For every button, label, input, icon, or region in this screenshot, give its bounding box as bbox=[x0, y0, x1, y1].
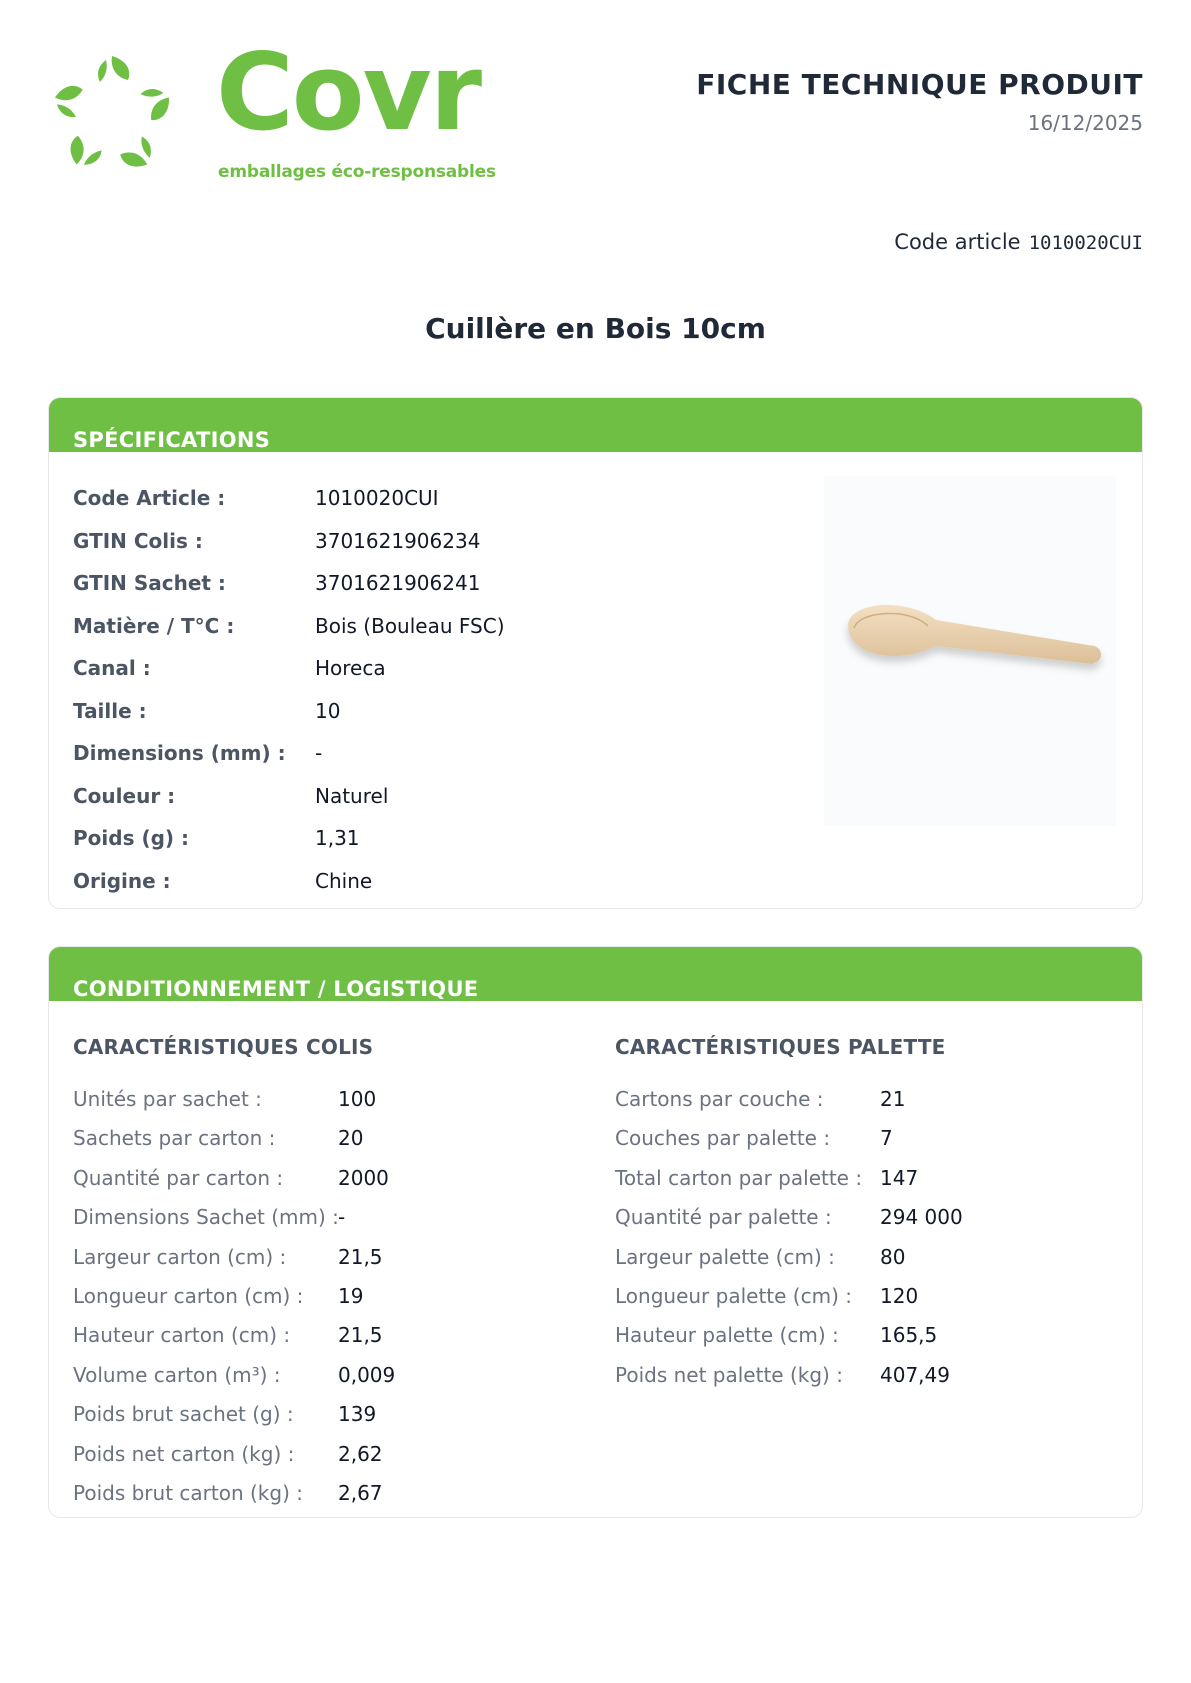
row-label: Hauteur palette (cm) : bbox=[615, 1323, 839, 1348]
row-value: 21,5 bbox=[338, 1323, 383, 1348]
row-value: 165,5 bbox=[880, 1323, 938, 1348]
row-value: 2,62 bbox=[338, 1441, 383, 1466]
brand-logo bbox=[48, 31, 496, 188]
logistics-heading: CONDITIONNEMENT / LOGISTIQUE bbox=[73, 977, 479, 1001]
row-label: Couleur : bbox=[73, 783, 176, 808]
row-label: Code Article : bbox=[73, 486, 226, 510]
row-label: Taille : bbox=[73, 698, 147, 723]
row-label: Cartons par couche : bbox=[615, 1087, 824, 1111]
row-label: Matière / T°C : bbox=[73, 613, 235, 638]
row-label: Canal : bbox=[73, 656, 151, 680]
row-label: Dimensions Sachet (mm) : bbox=[73, 1205, 339, 1230]
row-label: Couches par palette : bbox=[615, 1126, 831, 1151]
row-value: - bbox=[338, 1205, 346, 1230]
row-label: Quantité par palette : bbox=[615, 1205, 832, 1230]
leaf-ring-icon bbox=[48, 52, 176, 180]
colis-subtitle: CARACTÉRISTIQUES COLIS bbox=[73, 1035, 374, 1059]
row-value: 147 bbox=[880, 1165, 919, 1190]
row-label: Poids net palette (kg) : bbox=[615, 1362, 843, 1387]
brand-name: Covr bbox=[216, 31, 480, 154]
row-label: Volume carton (m³) : bbox=[73, 1362, 281, 1387]
row-value: 100 bbox=[338, 1087, 377, 1111]
row-value: - bbox=[315, 741, 323, 765]
row-value: 2000 bbox=[338, 1165, 389, 1190]
row-value: 19 bbox=[338, 1284, 364, 1308]
row-value: 1,31 bbox=[315, 826, 360, 850]
row-label: Total carton par palette : bbox=[615, 1165, 863, 1190]
row-value: 120 bbox=[880, 1284, 919, 1308]
row-label: Poids (g) : bbox=[73, 826, 189, 850]
document-title: FICHE TECHNIQUE PRODUIT bbox=[696, 68, 1143, 101]
brand-tagline: emballages éco-responsables bbox=[218, 162, 496, 182]
row-value: 407,49 bbox=[880, 1362, 950, 1387]
row-value: 0,009 bbox=[338, 1362, 396, 1387]
specifications-card bbox=[48, 397, 1143, 909]
row-value: Bois (Bouleau FSC) bbox=[315, 613, 505, 638]
product-image bbox=[824, 476, 1116, 826]
row-label: Sachets par carton : bbox=[73, 1126, 276, 1151]
row-label: Longueur palette (cm) : bbox=[615, 1284, 852, 1308]
row-label: Origine : bbox=[73, 868, 171, 893]
article-code-label: Code article bbox=[894, 230, 1021, 254]
row-label: Longueur carton (cm) : bbox=[73, 1284, 304, 1308]
row-value: 21 bbox=[880, 1087, 906, 1111]
row-value: 1010020CUI bbox=[315, 486, 439, 510]
row-value: Horeca bbox=[315, 656, 386, 680]
row-value: 294 000 bbox=[880, 1205, 963, 1230]
wooden-spoon-image bbox=[824, 476, 1116, 826]
row-value: Naturel bbox=[315, 783, 389, 808]
row-value: Chine bbox=[315, 868, 373, 893]
row-label: Quantité par carton : bbox=[73, 1165, 284, 1190]
row-value: 21,5 bbox=[338, 1244, 383, 1269]
row-value: 2,67 bbox=[338, 1481, 383, 1505]
row-label: Largeur carton (cm) : bbox=[73, 1244, 287, 1269]
row-value: 80 bbox=[880, 1244, 906, 1269]
row-value: 10 bbox=[315, 698, 341, 723]
row-label: GTIN Sachet : bbox=[73, 571, 226, 595]
row-value: 3701621906241 bbox=[315, 571, 481, 595]
row-label: Unités par sachet : bbox=[73, 1087, 262, 1111]
row-value: 139 bbox=[338, 1402, 377, 1427]
logistics-card bbox=[48, 946, 1143, 1518]
article-code-line bbox=[894, 230, 1143, 254]
product-title: Cuillère en Bois 10cm bbox=[425, 312, 766, 345]
palette-subtitle: CARACTÉRISTIQUES PALETTE bbox=[615, 1035, 946, 1059]
article-code-value: 1010020CUI bbox=[1028, 232, 1143, 254]
row-label: Dimensions (mm) : bbox=[73, 741, 286, 765]
row-label: Poids brut sachet (g) : bbox=[73, 1402, 294, 1427]
row-label: Poids net carton (kg) : bbox=[73, 1441, 295, 1466]
row-value: 20 bbox=[338, 1126, 364, 1151]
specifications-heading: SPÉCIFICATIONS bbox=[73, 428, 271, 452]
row-label: Hauteur carton (cm) : bbox=[73, 1323, 291, 1348]
specifications-header bbox=[49, 398, 1142, 452]
document-date: 16/12/2025 bbox=[1027, 111, 1143, 135]
row-label: Poids brut carton (kg) : bbox=[73, 1481, 303, 1505]
logistics-header bbox=[49, 947, 1142, 1001]
row-value: 3701621906234 bbox=[315, 528, 481, 553]
row-value: 7 bbox=[880, 1126, 893, 1151]
row-label: Largeur palette (cm) : bbox=[615, 1244, 835, 1269]
row-label: GTIN Colis : bbox=[73, 528, 203, 553]
